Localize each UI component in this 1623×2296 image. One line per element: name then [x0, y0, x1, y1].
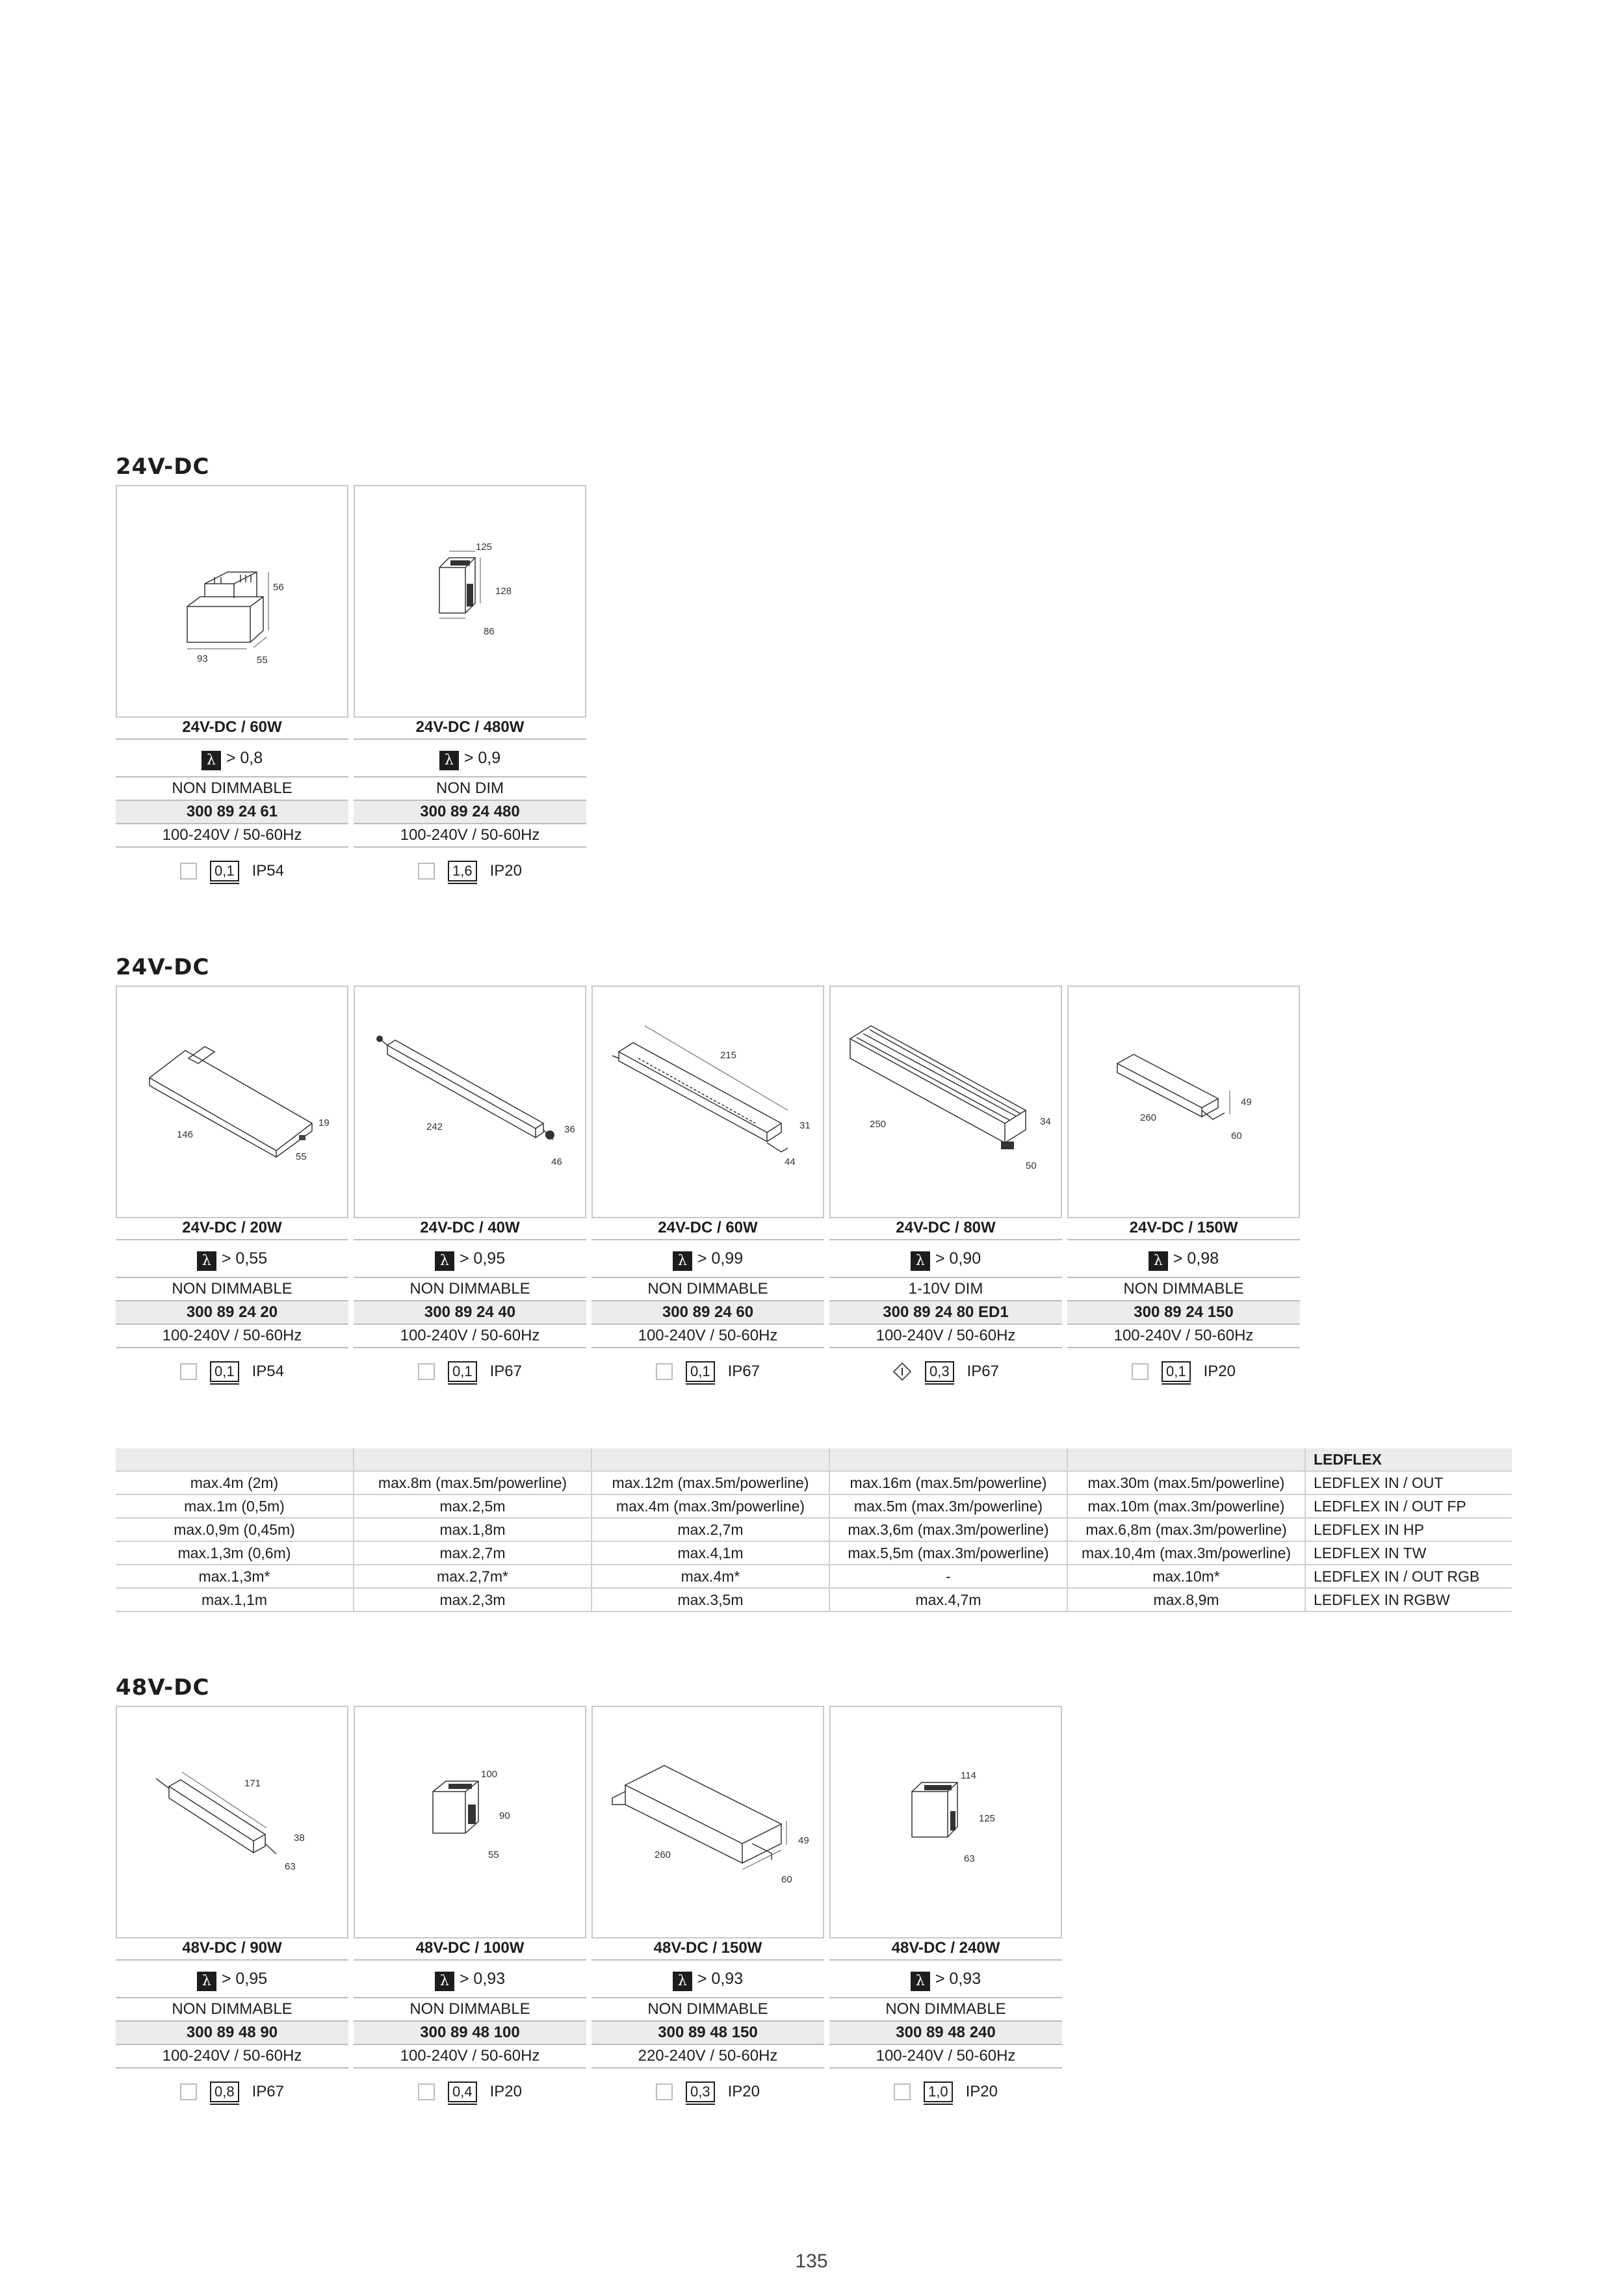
svg-text:31: 31 — [799, 1120, 811, 1131]
table-cell: max.10m (max.3m/powerline) — [1067, 1494, 1305, 1518]
power-factor — [591, 1961, 824, 1998]
svg-text:128: 128 — [495, 586, 512, 597]
product-name: 48V-DC / 90W — [116, 1937, 348, 1961]
section-title-24v-2: 24V-DC — [116, 954, 210, 980]
spec-icons — [116, 1359, 348, 1385]
table-cell: max.4,1m — [591, 1541, 829, 1565]
product-image-frame — [116, 1706, 348, 1938]
weight-box-icon: 0,1 — [686, 1361, 715, 1382]
input-voltage: 100-240V / 50-60Hz — [354, 2045, 586, 2068]
dimming-type: NON DIM — [354, 777, 586, 801]
table-cell: max.3,5m — [591, 1588, 829, 1611]
article-code: 300 89 24 40 — [354, 1301, 586, 1325]
weight-box-icon: 1,6 — [448, 861, 477, 881]
product-name: 24V-DC / 150W — [1067, 1217, 1300, 1240]
table-cell: - — [829, 1565, 1067, 1588]
square-class-icon — [180, 2083, 197, 2100]
psu-din-rail-drawing — [355, 1707, 585, 1937]
svg-text:46: 46 — [551, 1156, 562, 1168]
dimming-type: NON DIMMABLE — [354, 1278, 586, 1301]
table-cell: max.3,6m (max.3m/powerline) — [829, 1518, 1067, 1541]
psu-compact-case-drawing — [1069, 987, 1299, 1217]
ip-rating: IP54 — [252, 862, 284, 880]
svg-text:86: 86 — [484, 626, 495, 637]
table-cell: max.1m (0,5m) — [116, 1494, 354, 1518]
weight-box-icon: 0,3 — [686, 2081, 715, 2102]
power-factor-value: > 0,90 — [935, 1249, 981, 1268]
spec-icons — [354, 858, 586, 884]
product-image-frame — [591, 1706, 824, 1938]
table-cell: max.1,3m* — [116, 1565, 354, 1588]
svg-text:38: 38 — [294, 1833, 305, 1844]
dimming-type: NON DIMMABLE — [116, 1998, 348, 2022]
input-voltage: 220-240V / 50-60Hz — [591, 2045, 824, 2068]
product-name: 24V-DC / 60W — [116, 716, 348, 740]
spec-icons — [591, 2079, 824, 2105]
table-header-cell: LEDFLEX — [1305, 1448, 1512, 1471]
power-factor-value: > 0,8 — [226, 749, 263, 767]
psu-flanged-case-drawing — [593, 987, 823, 1217]
table-cell: LEDFLEX IN TW — [1305, 1541, 1512, 1565]
article-code: 300 89 48 150 — [591, 2022, 824, 2045]
psu-compact-case-drawing — [593, 1707, 823, 1937]
product-name: 48V-DC / 150W — [591, 1937, 824, 1961]
article-code: 300 89 24 61 — [116, 801, 348, 824]
square-class-icon — [656, 2083, 673, 2100]
power-factor — [116, 1240, 348, 1278]
weight-box-icon: 0,1 — [210, 861, 239, 881]
table-cell: max.0,9m (0,45m) — [116, 1518, 354, 1541]
lambda-power-factor-icon: λ — [673, 1972, 692, 1991]
table-cell: max.2,7m* — [354, 1565, 591, 1588]
section-title-24v-1: 24V-DC — [116, 454, 210, 480]
product-image-frame — [354, 1706, 586, 1938]
spec-icons — [354, 1359, 586, 1385]
ip-rating: IP67 — [727, 1363, 760, 1380]
weight-box-icon: 1,0 — [924, 2081, 953, 2102]
article-code: 300 89 24 80 ED1 — [829, 1301, 1062, 1325]
svg-text:63: 63 — [964, 1853, 975, 1864]
lambda-power-factor-icon: λ — [1149, 1251, 1168, 1271]
power-factor — [829, 1240, 1062, 1278]
ip-rating: IP67 — [252, 2083, 284, 2100]
product-image-frame — [829, 1706, 1062, 1938]
power-factor — [354, 1961, 586, 1998]
product-name: 48V-DC / 240W — [829, 1937, 1062, 1961]
table-cell: LEDFLEX IN / OUT FP — [1305, 1494, 1512, 1518]
table-header-cell — [354, 1448, 591, 1471]
spec-icons — [354, 2079, 586, 2105]
article-code: 300 89 24 20 — [116, 1301, 348, 1325]
svg-text:146: 146 — [177, 1129, 194, 1140]
spec-icons — [829, 1359, 1062, 1385]
power-factor — [829, 1961, 1062, 1998]
table-header-cell — [1067, 1448, 1305, 1471]
svg-text:49: 49 — [798, 1835, 809, 1846]
lambda-power-factor-icon: λ — [197, 1972, 216, 1991]
table-cell: max.1,8m — [354, 1518, 591, 1541]
weight-box-icon: 0,1 — [448, 1361, 477, 1382]
spec-icons — [1067, 1359, 1300, 1385]
power-factor — [591, 1240, 824, 1278]
lambda-power-factor-icon: λ — [673, 1251, 692, 1271]
svg-text:114: 114 — [961, 1770, 976, 1781]
table-header-row — [116, 1448, 1512, 1471]
table-cell: max.5,5m (max.3m/powerline) — [829, 1541, 1067, 1565]
ip-rating: IP20 — [489, 862, 522, 880]
table-row — [116, 1471, 1512, 1494]
input-voltage: 100-240V / 50-60Hz — [116, 2045, 348, 2068]
table-header-cell — [591, 1448, 829, 1471]
power-factor-value: > 0,93 — [459, 1970, 506, 1988]
dimming-type: NON DIMMABLE — [591, 1998, 824, 2022]
lambda-power-factor-icon: λ — [439, 751, 459, 770]
power-factor-value: > 0,93 — [697, 1970, 744, 1988]
input-voltage: 100-240V / 50-60Hz — [116, 1325, 348, 1348]
svg-text:90: 90 — [499, 1810, 510, 1821]
input-voltage: 100-240V / 50-60Hz — [1067, 1325, 1300, 1348]
ip-rating: IP67 — [967, 1363, 999, 1380]
square-class-icon — [180, 863, 197, 880]
dimming-type: NON DIMMABLE — [354, 1998, 586, 2022]
ip-rating: IP20 — [727, 2083, 760, 2100]
psu-din-rail-drawing — [355, 486, 585, 716]
power-factor-value: > 0,98 — [1173, 1249, 1219, 1268]
lambda-power-factor-icon: λ — [201, 751, 221, 770]
svg-text:36: 36 — [564, 1124, 575, 1135]
article-code: 300 89 48 100 — [354, 2022, 586, 2045]
ip-rating: IP67 — [489, 1363, 522, 1380]
spec-icons — [591, 1359, 824, 1385]
square-class-icon — [418, 2083, 435, 2100]
table-cell: max.1,3m (0,6m) — [116, 1541, 354, 1565]
weight-box-icon: 0,1 — [1162, 1361, 1191, 1382]
table-cell: max.8m (max.5m/powerline) — [354, 1471, 591, 1494]
ledflex-max-length-table — [116, 1448, 1512, 1612]
table-cell: LEDFLEX IN HP — [1305, 1518, 1512, 1541]
table-cell: max.2,7m — [354, 1541, 591, 1565]
svg-text:60: 60 — [781, 1874, 792, 1885]
spec-icons — [116, 858, 348, 884]
psu-din-rail-drawing — [831, 1707, 1061, 1937]
square-class-icon — [1132, 1363, 1149, 1380]
svg-text:50: 50 — [1026, 1160, 1037, 1171]
svg-text:49: 49 — [1241, 1097, 1252, 1108]
ip-rating: IP20 — [965, 2083, 998, 2100]
product-image-frame — [354, 985, 586, 1218]
svg-text:100: 100 — [481, 1769, 498, 1780]
table-cell: LEDFLEX IN RGBW — [1305, 1588, 1512, 1611]
article-code: 300 89 48 240 — [829, 2022, 1062, 2045]
table-cell: max.2,3m — [354, 1588, 591, 1611]
product-name: 48V-DC / 100W — [354, 1937, 586, 1961]
svg-text:93: 93 — [197, 653, 208, 664]
input-voltage: 100-240V / 50-60Hz — [354, 1325, 586, 1348]
svg-text:63: 63 — [285, 1861, 296, 1872]
table-row — [116, 1494, 1512, 1518]
product-name: 24V-DC / 60W — [591, 1217, 824, 1240]
product-name: 24V-DC / 20W — [116, 1217, 348, 1240]
svg-text:215: 215 — [720, 1050, 737, 1061]
svg-text:125: 125 — [979, 1813, 996, 1824]
dimming-type: NON DIMMABLE — [1067, 1278, 1300, 1301]
weight-box-icon: 0,1 — [210, 1361, 239, 1382]
ip-rating: IP20 — [489, 2083, 522, 2100]
article-code: 300 89 24 480 — [354, 801, 586, 824]
svg-text:19: 19 — [318, 1117, 330, 1128]
lambda-power-factor-icon: λ — [197, 1251, 216, 1271]
section-title-48v: 48V-DC — [116, 1675, 210, 1701]
ip-rating: IP54 — [252, 1363, 284, 1380]
psu-waterproof-drawing — [117, 1707, 347, 1937]
power-factor-value: > 0,95 — [221, 1970, 268, 1988]
square-class-icon — [180, 1363, 197, 1380]
svg-text:260: 260 — [655, 1849, 671, 1860]
table-cell: max.4m* — [591, 1565, 829, 1588]
product-image-frame — [1067, 985, 1300, 1218]
svg-text:260: 260 — [1140, 1112, 1157, 1123]
product-name: 24V-DC / 480W — [354, 716, 586, 740]
psu-waterproof-tube-drawing — [355, 987, 585, 1217]
square-class-icon — [418, 1363, 435, 1380]
square-class-icon — [894, 2083, 911, 2100]
table-cell: max.12m (max.5m/powerline) — [591, 1471, 829, 1494]
dimming-type: NON DIMMABLE — [116, 1278, 348, 1301]
power-factor-value: > 0,9 — [463, 749, 501, 767]
table-cell: LEDFLEX IN / OUT — [1305, 1471, 1512, 1494]
svg-text:55: 55 — [257, 655, 268, 666]
power-factor-value: > 0,93 — [935, 1970, 981, 1988]
table-cell: LEDFLEX IN / OUT RGB — [1305, 1565, 1512, 1588]
table-cell: max.1,1m — [116, 1588, 354, 1611]
table-row — [116, 1518, 1512, 1541]
svg-text:55: 55 — [296, 1151, 307, 1162]
table-cell: max.10,4m (max.3m/powerline) — [1067, 1541, 1305, 1565]
input-voltage: 100-240V / 50-60Hz — [354, 824, 586, 848]
table-header-cell — [116, 1448, 354, 1471]
product-name: 24V-DC / 40W — [354, 1217, 586, 1240]
spec-icons — [829, 2079, 1062, 2105]
table-row — [116, 1588, 1512, 1611]
table-cell: max.30m (max.5m/powerline) — [1067, 1471, 1305, 1494]
table-cell: max.8,9m — [1067, 1588, 1305, 1611]
product-image-frame — [354, 485, 586, 718]
svg-text:34: 34 — [1040, 1116, 1051, 1127]
table-cell: max.2,7m — [591, 1518, 829, 1541]
square-class-icon — [418, 863, 435, 880]
table-row — [116, 1541, 1512, 1565]
square-class-icon — [656, 1363, 673, 1380]
power-factor — [354, 1240, 586, 1278]
power-factor-value: > 0,55 — [221, 1249, 268, 1268]
product-image-frame — [591, 985, 824, 1218]
table-cell: max.4m (2m) — [116, 1471, 354, 1494]
power-factor — [354, 740, 586, 777]
svg-text:125: 125 — [476, 541, 493, 553]
psu-ribbed-case-drawing — [831, 987, 1061, 1217]
spec-icons — [116, 2079, 348, 2105]
lambda-power-factor-icon: λ — [911, 1972, 930, 1991]
svg-text:242: 242 — [426, 1121, 443, 1132]
lambda-power-factor-icon: λ — [435, 1251, 454, 1271]
table-row — [116, 1565, 1512, 1588]
power-factor-value: > 0,99 — [697, 1249, 744, 1268]
ip-rating: IP20 — [1203, 1363, 1236, 1380]
svg-text:55: 55 — [488, 1849, 499, 1860]
dimming-type: NON DIMMABLE — [591, 1278, 824, 1301]
dimming-type: NON DIMMABLE — [829, 1998, 1062, 2022]
dimming-type: 1-10V DIM — [829, 1278, 1062, 1301]
power-factor-value: > 0,95 — [459, 1249, 506, 1268]
input-voltage: 100-240V / 50-60Hz — [829, 2045, 1062, 2068]
product-name: 24V-DC / 80W — [829, 1217, 1062, 1240]
table-cell: max.10m* — [1067, 1565, 1305, 1588]
page-number: 135 — [795, 2250, 828, 2272]
power-factor — [116, 1961, 348, 1998]
power-factor — [1067, 1240, 1300, 1278]
psu-din-rail-drawing — [117, 486, 347, 716]
table-cell: max.2,5m — [354, 1494, 591, 1518]
article-code: 300 89 24 150 — [1067, 1301, 1300, 1325]
svg-text:56: 56 — [273, 582, 284, 593]
svg-text:44: 44 — [785, 1156, 796, 1168]
diamond-dimmable-icon — [892, 1362, 912, 1381]
product-image-frame — [116, 985, 348, 1218]
article-code: 300 89 48 90 — [116, 2022, 348, 2045]
table-cell: max.5m (max.3m/powerline) — [829, 1494, 1067, 1518]
table-header-cell — [829, 1448, 1067, 1471]
input-voltage: 100-240V / 50-60Hz — [591, 1325, 824, 1348]
svg-text:171: 171 — [244, 1778, 261, 1789]
weight-box-icon: 0,8 — [210, 2081, 239, 2102]
table-cell: max.6,8m (max.3m/powerline) — [1067, 1518, 1305, 1541]
weight-box-icon: 0,3 — [925, 1361, 954, 1382]
table-cell: max.4m (max.3m/powerline) — [591, 1494, 829, 1518]
input-voltage: 100-240V / 50-60Hz — [116, 824, 348, 848]
psu-slim-case-drawing — [117, 987, 347, 1217]
input-voltage: 100-240V / 50-60Hz — [829, 1325, 1062, 1348]
svg-text:60: 60 — [1231, 1130, 1242, 1141]
dimming-type: NON DIMMABLE — [116, 777, 348, 801]
table-cell: max.16m (max.5m/powerline) — [829, 1471, 1067, 1494]
power-factor — [116, 740, 348, 777]
product-image-frame — [116, 485, 348, 718]
table-cell: max.4,7m — [829, 1588, 1067, 1611]
product-image-frame — [829, 985, 1062, 1218]
lambda-power-factor-icon: λ — [435, 1972, 454, 1991]
lambda-power-factor-icon: λ — [911, 1251, 930, 1271]
article-code: 300 89 24 60 — [591, 1301, 824, 1325]
svg-text:250: 250 — [870, 1119, 887, 1130]
weight-box-icon: 0,4 — [448, 2081, 477, 2102]
